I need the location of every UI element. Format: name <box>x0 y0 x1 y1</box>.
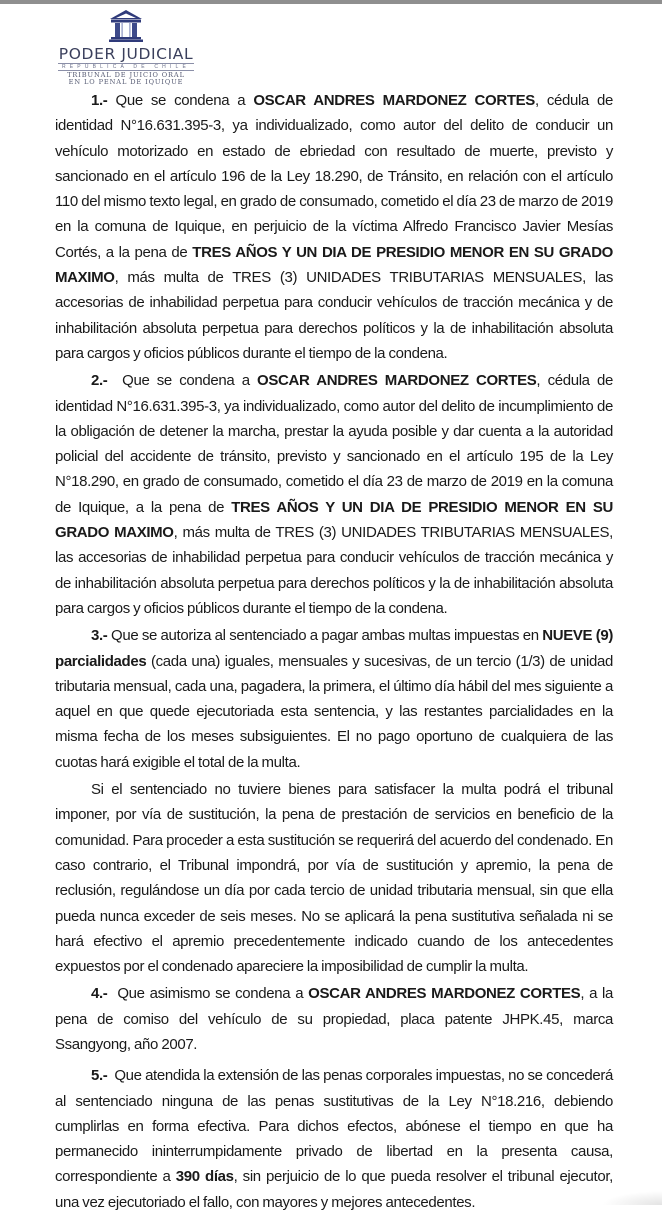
text-segment: Que se condena a <box>107 372 258 390</box>
text-segment: (cada una) iguales, mensuales y sucesivas, de un tercio (1/3) de unidad tributaria mensual, cada una, pagadera, la primera, el último día hábil del mes siguiente a aquel en que quede ejecutoriada esta sentencia, y las restantes parcialidades en la misma fecha de los meses subsiguientes. El no pago oportuno de cualquiera de las cuotas hará exigible el total de la multa. <box>55 652 613 771</box>
text-segment: Si el sentenciado no tuviere bienes para satisfacer la multa podrá el tribunal imponer, por vía de sustitución, la pena de prestación de servicios en beneficio de la comunidad. Para proceder a esta sustitución se requerirá del acuerdo del condenado. En caso contrario, el Tribunal impondrá, por vía de sustitución y apremio, la pena de reclusión, regulándose un día por cada tercio de unidad tributaria mensual, sin que ella pueda nunca exceder de seis meses. No se aplicará la pena sustitutiva señalada ni se hará efectivo el apremio precedentemente indicado cuando de los antecedentes expuestos por el condenado apareciere la imposibilidad de cumplir la multa. <box>55 781 613 976</box>
defendant-name: OSCAR ANDRES MARDONEZ CORTES <box>308 985 581 1003</box>
text-segment: Que asimismo se condena a <box>107 985 309 1003</box>
paragraph-number: 1.- <box>91 92 108 109</box>
ruling-paragraph-1 <box>55 88 613 366</box>
text-segment: , más multa de TRES (3) UNIDADES TRIBUTARIAS MENSUALES, las accesorias de inhabilidad perpetua para conducir vehículos de tracción mecánica y de inhabilitación absoluta perpetua para derechos políticos y la de inhabilitación absoluta para cargos y oficios públicos durante el tiempo de la condena. <box>55 524 613 617</box>
text-segment: , a la pena de comiso del vehículo de su propiedad, placa patente JHPK.45, marca Ssangyong, año 2007. <box>55 985 614 1053</box>
ruling-paragraph-4 <box>55 981 613 1057</box>
text-segment: Que se condena a <box>107 92 254 109</box>
court-name-line2: EN LO PENAL DE IQUIQUE <box>68 78 184 86</box>
defendant-name: OSCAR ANDRES MARDONEZ CORTES <box>253 92 535 109</box>
letterhead <box>56 8 196 86</box>
sentence-term: TRES AÑOS Y UN DIA DE PRESIDIO MENOR EN SU GRADO MAXIMO <box>55 243 613 287</box>
text-segment: , cédula de identidad N°16.631.395-3, ya individualizado, como autor del delito de incumplimiento de la obligación de detener la marcha, prestar la ayuda posible y dar cuenta a la autoridad policial del accidente de tránsito, previsto y sancionado en el artículo 195 de la Ley N°18.290, en grado de consumado, cometido el día 23 de marzo de 2019 en la comuna de Iquique, a la pena de <box>55 372 613 516</box>
defendant-name: OSCAR ANDRES MARDONEZ CORTES <box>257 372 537 390</box>
ruling-paragraph-5 <box>55 1063 617 1215</box>
paragraph-number: 4.- <box>91 985 108 1003</box>
courthouse-icon <box>106 8 146 44</box>
sentence-term: TRES AÑOS Y UN DIA DE PRESIDIO MENOR EN SU GRADO MAXIMO <box>55 498 614 542</box>
days-credited: 390 días <box>175 1168 234 1186</box>
text-segment: Que atendida la extensión de las penas corporales impuestas, no se concederá al sentenciado ninguna de las penas sustitutivas de la Ley N°18.216, debiendo cumplirlas en forma efectiva. Para dichos efectos, abónese el tiempo en que ha permanecido ininterrumpidamente privado de libertad en la presenta causa, correspondiente a <box>55 1067 617 1186</box>
org-name: PODER JUDICIAL <box>58 45 194 63</box>
paragraph-number: 3.- <box>91 627 108 645</box>
substitution-paragraph <box>55 777 613 979</box>
paragraph-number: 2.- <box>91 372 108 390</box>
scan-top-edge <box>0 0 662 4</box>
text-segment: , sin perjuicio de lo que pueda resolver el tribunal ejecutor, una vez ejecutoriado el fallo, con mayores y mejores antecedentes. <box>55 1168 613 1211</box>
paragraph-number: 5.- <box>91 1067 108 1085</box>
text-segment: , más multa de TRES (3) UNIDADES TRIBUTARIAS MENSUALES, las accesorias de inhabilidad perpetua para conducir vehículos de tracción mecánica y de inhabilitación absoluta perpetua para derechos políticos y la de inhabilitación absoluta para cargos y oficios públicos durante el tiempo de la condena. <box>55 269 613 362</box>
document-body <box>55 88 617 1215</box>
court-name-line1: TRIBUNAL DE JUICIO ORAL <box>67 71 185 79</box>
text-segment: Que se autoriza al sentenciado a pagar ambas multas impuestas en <box>107 627 543 645</box>
country-name: REPÚBLICA DE CHILE <box>58 63 194 71</box>
text-segment: , cédula de identidad N°16.631.395-3, ya individualizado, como autor del delito de conducir un vehículo motorizado en estado de ebriedad con resultado de muerte, previsto y sancionado en el artículo 196 de la Ley 18.290, de Tránsito, en relación con el artículo 110 del mismo texto legal, en grado de consumado, cometido el día 23 de marzo de 2019 en la comuna de Iquique, en perjuicio de la víctima Alfredo Francisco Javier Mesías Cortés, a la pena de <box>55 92 613 261</box>
installments-count: NUEVE (9) parcialidades <box>55 627 614 670</box>
ruling-paragraph-2 <box>55 368 613 621</box>
ruling-paragraph-3 <box>55 623 613 775</box>
